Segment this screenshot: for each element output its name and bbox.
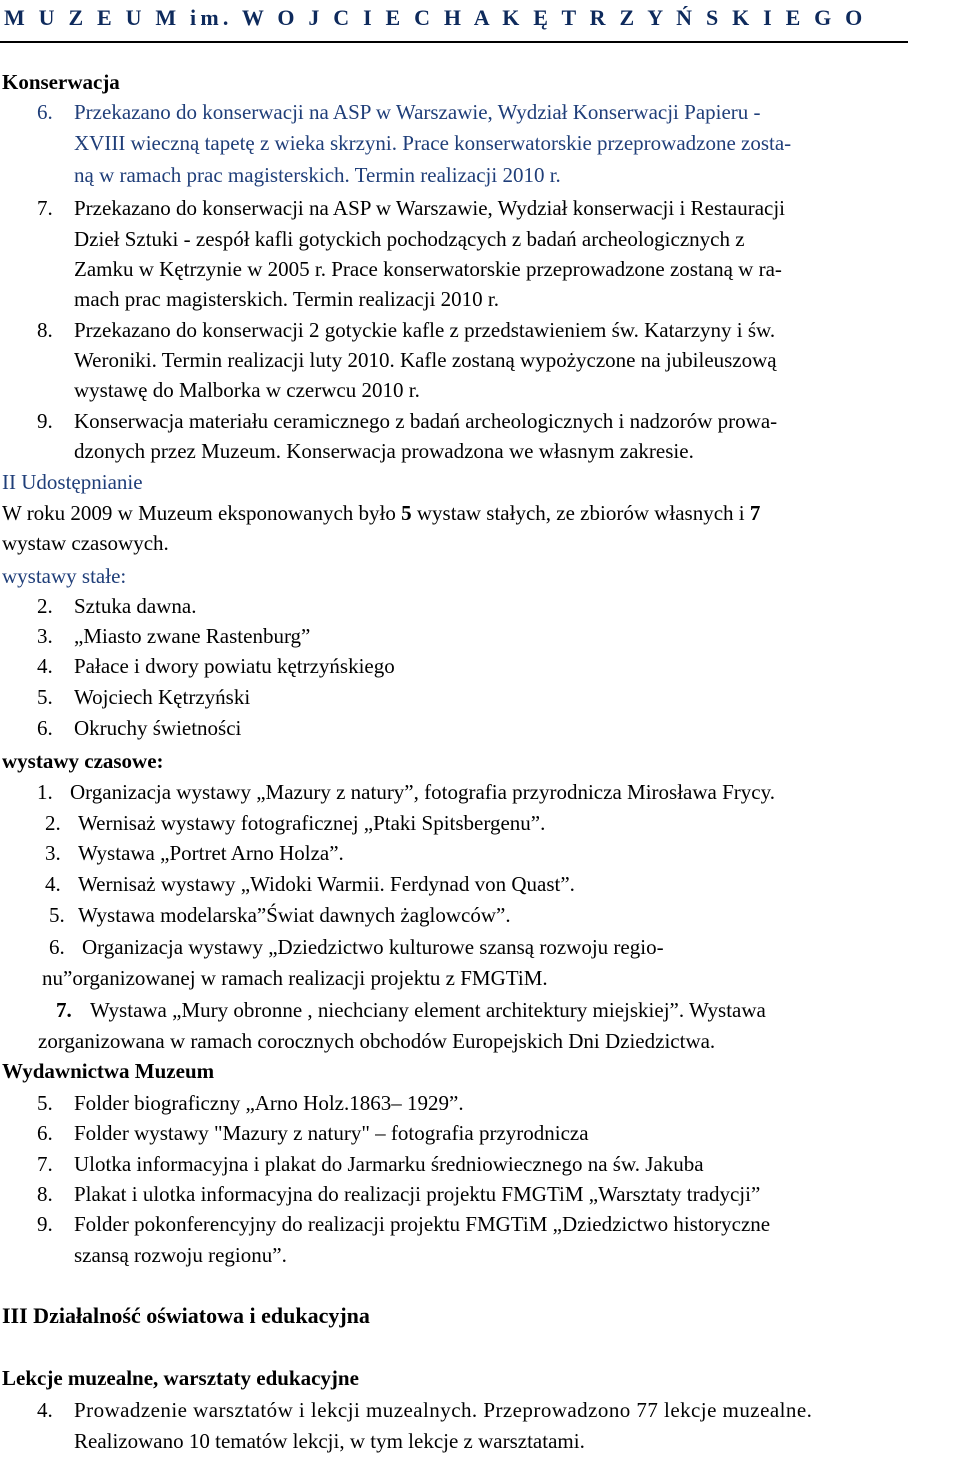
page-header-title: M U Z E U M im. W O J C I E C H A K Ę T R Z Y Ń S K I E G O xyxy=(4,5,867,30)
temporary-exhibition-item: Organizacja wystawy „Mazury z natury”, fotografia przyrodnicza Mirosława Frycy. xyxy=(70,780,775,804)
list-item-number: 5. xyxy=(37,1091,53,1115)
publication-item: Folder wystawy "Mazury z natury" – fotografia przyrodnicza xyxy=(74,1121,589,1145)
list-item-number: 9. xyxy=(37,1212,53,1236)
publication-item: Plakat i ulotka informacyjna do realizacji projektu FMGTiM „Warsztaty tradycji” xyxy=(74,1182,761,1206)
permanent-exhibition-item: Pałace i dwory powiatu kętrzyńskiego xyxy=(74,654,395,678)
list-item-line: Zamku w Kętrzynie w 2005 r. Prace konserwatorskie przeprowadzone zostaną w ra- xyxy=(74,257,782,281)
permanent-exhibition-item: „Miasto zwane Rastenburg” xyxy=(74,624,311,648)
list-item-number: 7. xyxy=(37,1152,53,1176)
list-item-number: 8. xyxy=(37,1182,53,1206)
list-item-number: 7. xyxy=(37,196,53,220)
list-item-number: 9. xyxy=(37,409,53,433)
list-item-line: ną w ramach prac magisterskich. Termin realizacji 2010 r. xyxy=(74,163,561,187)
intro-text: wystaw stałych, ze zbiorów własnych i xyxy=(411,501,750,525)
list-item-number: 8. xyxy=(37,318,53,342)
list-item-number: 6. xyxy=(37,1121,53,1145)
header-rule xyxy=(0,41,908,43)
intro-text: W roku 2009 w Muzeum eksponowanych było xyxy=(2,501,402,525)
permanent-exhibitions-heading: wystawy stałe: xyxy=(2,564,127,588)
temporary-exhibition-item: Organizacja wystawy „Dziedzictwo kulturowe szansą rozwoju regio- xyxy=(82,935,664,959)
list-item-number: 4. xyxy=(37,1398,53,1422)
permanent-exhibition-item: Okruchy świetności xyxy=(74,716,242,740)
publication-item-continued: szansą rozwoju regionu”. xyxy=(74,1243,287,1267)
section-heading-udostepnianie: II Udostępnianie xyxy=(2,470,143,494)
list-item-line: Przekazano do konserwacji na ASP w Warszawie, Wydział Konserwacji Papieru - xyxy=(74,100,761,124)
list-item-line: Weroniki. Termin realizacji luty 2010. Kafle zostaną wypożyczone na jubileuszową xyxy=(74,348,777,372)
temporary-exhibition-item-continued: nu”organizowanej w ramach realizacji projektu z FMGTiM. xyxy=(42,966,548,990)
temporary-exhibition-item: Wystawa „Mury obronne , niechciany element architektury miejskiej”. Wystawa xyxy=(90,998,766,1022)
publication-item: Folder pokonferencyjny do realizacji projektu FMGTiM „Dziedzictwo historyczne xyxy=(74,1212,771,1236)
temporary-exhibition-item-continued: zorganizowana w ramach corocznych obchodów Europejskich Dni Dziedzictwa. xyxy=(38,1029,716,1053)
list-item-number: 2. xyxy=(37,594,53,618)
intro-paragraph-continued: wystaw czasowych. xyxy=(2,531,169,555)
temporary-exhibition-item: Wystawa modelarska”Świat dawnych żaglowców”. xyxy=(78,903,511,927)
list-item-number: 4. xyxy=(45,872,61,896)
list-item-number: 3. xyxy=(45,841,61,865)
section-heading-konserwacja: Konserwacja xyxy=(2,70,120,94)
education-item-continued: Realizowano 10 tematów lekcji, w tym lekcje z warsztatami. xyxy=(74,1429,585,1453)
list-item-line: mach prac magisterskich. Termin realizacji 2010 r. xyxy=(74,287,499,311)
list-item-line: dzonych przez Muzeum. Konserwacja prowadzona we własnym zakresie. xyxy=(74,439,694,463)
list-item-number: 1. xyxy=(37,780,53,804)
list-item-line: Dzieł Sztuki - zespół kafli gotyckich pochodzących z badań archeologicznych z xyxy=(74,227,745,251)
list-item-line: wystawę do Malborka w czerwcu 2010 r. xyxy=(74,378,420,402)
temporary-exhibition-item: Wernisaż wystawy „Widoki Warmii. Ferdynad von Quast”. xyxy=(78,872,575,896)
list-item-number: 6. xyxy=(37,100,53,124)
list-item-line: Przekazano do konserwacji na ASP w Warszawie, Wydział konserwacji i Restauracji xyxy=(74,196,786,220)
section-heading-wydawnictwa: Wydawnictwa Muzeum xyxy=(2,1059,215,1083)
list-item-number: 3. xyxy=(37,624,53,648)
temporary-exhibition-item: Wernisaż wystawy fotograficznej „Ptaki Spitsbergenu”. xyxy=(78,811,546,835)
list-item-number: 6. xyxy=(37,716,53,740)
list-item-number: 7. xyxy=(56,998,72,1022)
temporary-exhibitions-heading: wystawy czasowe: xyxy=(2,749,164,773)
list-item-line: XVIII wieczną tapetę z wieka skrzyni. Prace konserwatorskie przeprowadzone zosta- xyxy=(74,131,792,155)
list-item-number: 5. xyxy=(49,903,65,927)
list-item-number: 4. xyxy=(37,654,53,678)
publication-item: Ulotka informacyjna i plakat do Jarmarku średniowiecznego na św. Jakuba xyxy=(74,1152,704,1176)
temporary-exhibition-item: Wystawa „Portret Arno Holza”. xyxy=(78,841,344,865)
list-item-number: 5. xyxy=(37,685,53,709)
list-item-line: Przekazano do konserwacji 2 gotyckie kafle z przedstawieniem św. Katarzyny i św. xyxy=(74,318,776,342)
list-item-number: 6. xyxy=(49,935,65,959)
publication-item: Folder biograficzny „Arno Holz.1863– 1929”. xyxy=(74,1091,464,1115)
section-heading-edukacja: III Działalność oświatowa i edukacyjna xyxy=(2,1303,370,1328)
temporary-count: 7 xyxy=(749,501,761,525)
education-item: Prowadzenie warsztatów i lekcji muzealnych. Przeprowadzono 77 lekcje muzealne. xyxy=(74,1398,813,1422)
permanent-count: 5 xyxy=(401,501,412,525)
permanent-exhibition-item: Wojciech Kętrzyński xyxy=(74,685,251,709)
list-item-line: Konserwacja materiału ceramicznego z badań archeologicznych i nadzorów prowa- xyxy=(74,409,778,433)
subsection-heading-lekcje: Lekcje muzealne, warsztaty edukacyjne xyxy=(2,1366,359,1390)
permanent-exhibition-item: Sztuka dawna. xyxy=(74,594,197,618)
intro-paragraph xyxy=(2,498,760,528)
list-item-number: 2. xyxy=(45,811,61,835)
